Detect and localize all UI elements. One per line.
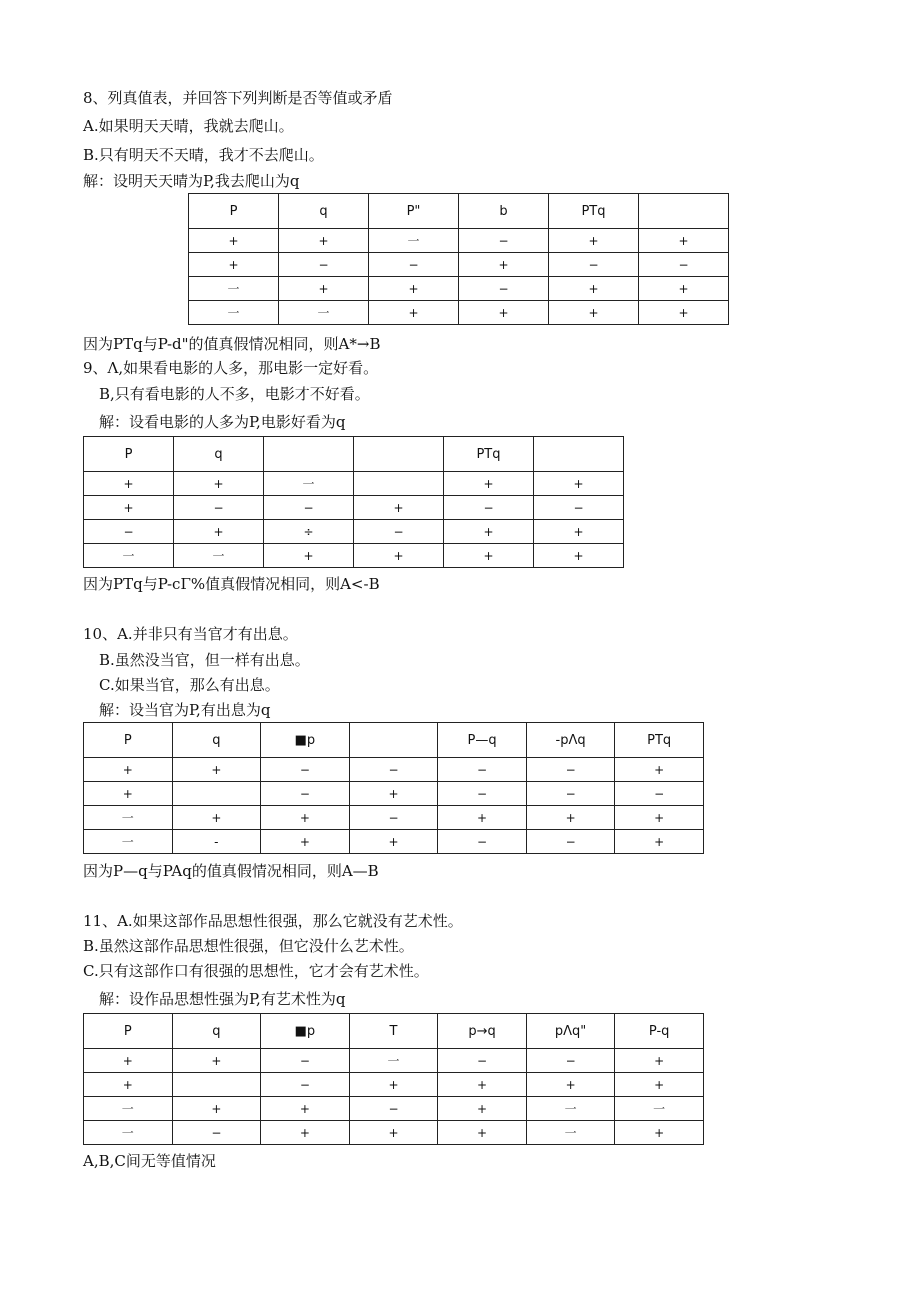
table-cell: + <box>549 277 639 301</box>
table-cell: − <box>459 229 549 253</box>
q10-statement-c: C.如果当官，那么有出息。 <box>99 676 280 694</box>
q9-truth-table <box>83 436 624 568</box>
table-cell: + <box>444 520 534 544</box>
header-cell: pΛq" <box>526 1014 615 1049</box>
header-cell: P <box>84 437 174 472</box>
table-row <box>84 1049 704 1073</box>
header-cell: PTq <box>444 437 534 472</box>
header-cell: P-q <box>615 1014 704 1049</box>
table-cell: − <box>349 806 438 830</box>
header-cell: -pΛq <box>526 723 615 758</box>
table-cell: + <box>264 544 354 568</box>
table-cell: + <box>549 229 639 253</box>
table-row <box>189 277 729 301</box>
table-cell: − <box>438 830 527 854</box>
table-cell: + <box>189 253 279 277</box>
table-cell: + <box>172 1097 261 1121</box>
header-cell: T <box>349 1014 438 1049</box>
table-cell: + <box>354 544 444 568</box>
table-row <box>84 496 624 520</box>
table-cell: + <box>172 758 261 782</box>
table-cell: − <box>534 496 624 520</box>
table-cell: + <box>369 277 459 301</box>
table-cell: − <box>615 782 704 806</box>
table-cell: + <box>459 253 549 277</box>
table-cell: − <box>261 1073 350 1097</box>
header-cell <box>639 194 729 229</box>
table-row <box>84 520 624 544</box>
table-cell: 一 <box>189 301 279 325</box>
table-cell: − <box>264 496 354 520</box>
header-cell: P <box>84 1014 173 1049</box>
table-cell: + <box>261 1121 350 1145</box>
table-cell: − <box>369 253 459 277</box>
table-cell: + <box>615 806 704 830</box>
table-cell: − <box>279 253 369 277</box>
table-cell: + <box>349 1121 438 1145</box>
table-cell: + <box>84 1049 173 1073</box>
table-row <box>189 253 729 277</box>
header-cell: PTq <box>615 723 704 758</box>
table-cell: − <box>549 253 639 277</box>
q8-statement-a: A.如果明天天晴，我就去爬山。 <box>83 117 294 135</box>
header-cell: ■p <box>261 723 350 758</box>
table-cell: 一 <box>84 544 174 568</box>
q11-conclusion: A,B,C间无等值情况 <box>83 1152 216 1170</box>
table-cell: − <box>526 1049 615 1073</box>
table-cell: + <box>549 301 639 325</box>
table-row <box>189 301 729 325</box>
table-cell: + <box>615 1073 704 1097</box>
table-cell: + <box>84 472 174 496</box>
table-cell: 一 <box>84 1121 173 1145</box>
table-row <box>84 782 704 806</box>
table-cell: − <box>349 758 438 782</box>
q8-solution: 解：设明天天晴为P,我去爬山为q <box>83 172 300 190</box>
table-cell: − <box>639 253 729 277</box>
table-cell <box>354 472 444 496</box>
table-cell: 一 <box>174 544 264 568</box>
table-row <box>84 472 624 496</box>
table-cell: + <box>438 806 527 830</box>
table-cell: + <box>526 1073 615 1097</box>
table-cell: + <box>639 229 729 253</box>
q10-truth-table <box>83 722 704 854</box>
table-cell: + <box>279 229 369 253</box>
table-cell: − <box>261 1049 350 1073</box>
table-cell: + <box>279 277 369 301</box>
table-cell: + <box>526 806 615 830</box>
table-cell: − <box>174 496 264 520</box>
q8-title: 8、列真值表，并回答下列判断是否等值或矛盾 <box>83 89 393 107</box>
table-row <box>84 758 704 782</box>
table-cell: 一 <box>615 1097 704 1121</box>
table-cell: − <box>261 758 350 782</box>
table-cell: 一 <box>369 229 459 253</box>
table-cell: ÷ <box>264 520 354 544</box>
table-cell: + <box>534 472 624 496</box>
table-cell: + <box>615 758 704 782</box>
table-cell: + <box>84 496 174 520</box>
table-cell: 一 <box>279 301 369 325</box>
table-cell: − <box>444 496 534 520</box>
header-cell: P" <box>369 194 459 229</box>
table-cell: − <box>438 1049 527 1073</box>
header-cell <box>354 437 444 472</box>
header-cell <box>349 723 438 758</box>
table-cell: − <box>438 758 527 782</box>
table-cell: 一 <box>526 1121 615 1145</box>
table-cell: 一 <box>84 830 173 854</box>
table-cell: − <box>261 782 350 806</box>
q8-statement-b: B.只有明天不天晴，我才不去爬山。 <box>83 146 324 164</box>
table-cell: + <box>174 472 264 496</box>
table-cell: 一 <box>84 806 173 830</box>
table-cell: + <box>444 472 534 496</box>
table-row <box>84 1073 704 1097</box>
q11-statement-a: 11、A.如果这部作品思想性很强，那么它就没有艺术性。 <box>83 912 463 930</box>
table-cell: + <box>369 301 459 325</box>
table-cell: + <box>189 229 279 253</box>
header-cell: P <box>189 194 279 229</box>
table-row <box>84 1097 704 1121</box>
q11-statement-c: C.只有这部作口有很强的思想性，它才会有艺术性。 <box>83 962 429 980</box>
table-cell: 一 <box>349 1049 438 1073</box>
header-cell: PTq <box>549 194 639 229</box>
q10-statement-b: B.虽然没当官，但一样有出息。 <box>99 651 310 669</box>
table-cell <box>172 782 261 806</box>
q10-solution: 解：设当官为P,有出息为q <box>99 701 271 719</box>
table-cell: + <box>354 496 444 520</box>
q9-statement-a: 9、Λ,如果看电影的人多，那电影一定好看。 <box>83 359 379 377</box>
table-row <box>84 806 704 830</box>
q9-conclusion: 因为PTq与P-cΓ%值真假情况相同，则A<-B <box>83 575 380 593</box>
header-cell <box>264 437 354 472</box>
header-cell: P <box>84 723 173 758</box>
table-cell: − <box>438 782 527 806</box>
table-row <box>84 1121 704 1145</box>
table-cell: + <box>84 1073 173 1097</box>
q11-solution: 解：设作品思想性强为P,有艺术性为q <box>99 990 346 1008</box>
table-cell: + <box>84 758 173 782</box>
table-cell: 一 <box>526 1097 615 1121</box>
table-row <box>84 830 704 854</box>
header-cell: ■p <box>261 1014 350 1049</box>
table-cell: + <box>349 1073 438 1097</box>
q8-truth-table <box>188 193 729 325</box>
table-cell: 一 <box>84 1097 173 1121</box>
table-cell: − <box>526 758 615 782</box>
header-cell: p→q <box>438 1014 527 1049</box>
table-cell: + <box>349 830 438 854</box>
header-cell: q <box>172 723 261 758</box>
table-cell: + <box>172 806 261 830</box>
table-header-row <box>84 437 624 472</box>
q9-solution: 解：设看电影的人多为P,电影好看为q <box>99 413 346 431</box>
table-row <box>84 544 624 568</box>
table-cell: + <box>172 1049 261 1073</box>
table-cell: − <box>354 520 444 544</box>
table-cell: − <box>526 782 615 806</box>
table-cell: + <box>261 830 350 854</box>
table-cell: + <box>615 1121 704 1145</box>
table-cell: + <box>444 544 534 568</box>
table-cell: + <box>459 301 549 325</box>
table-cell: 一 <box>264 472 354 496</box>
q10-statement-a: 10、A.并非只有当官才有出息。 <box>83 625 298 643</box>
table-header-row <box>84 723 704 758</box>
table-row <box>189 229 729 253</box>
table-cell: + <box>438 1097 527 1121</box>
table-cell: + <box>261 806 350 830</box>
table-cell: + <box>349 782 438 806</box>
table-cell: + <box>639 301 729 325</box>
table-cell: − <box>459 277 549 301</box>
header-cell: b <box>459 194 549 229</box>
header-cell: q <box>172 1014 261 1049</box>
q11-truth-table <box>83 1013 704 1145</box>
header-cell <box>534 437 624 472</box>
table-cell: + <box>438 1073 527 1097</box>
table-cell: + <box>261 1097 350 1121</box>
q8-conclusion: 因为PTq与P-d"的值真假情况相同，则A*→B <box>83 335 381 353</box>
q10-conclusion: 因为P—q与PAq的值真假情况相同，则A—B <box>83 862 379 880</box>
table-cell: + <box>615 830 704 854</box>
table-cell: + <box>84 782 173 806</box>
table-cell: + <box>534 520 624 544</box>
table-cell: + <box>639 277 729 301</box>
table-cell: − <box>526 830 615 854</box>
table-cell: + <box>615 1049 704 1073</box>
table-cell: − <box>349 1097 438 1121</box>
q11-statement-b: B.虽然这部作品思想性很强，但它没什么艺术性。 <box>83 937 414 955</box>
header-cell: q <box>279 194 369 229</box>
table-cell: − <box>172 1121 261 1145</box>
table-header-row <box>189 194 729 229</box>
header-cell: q <box>174 437 264 472</box>
table-cell: 一 <box>189 277 279 301</box>
table-cell: + <box>534 544 624 568</box>
table-header-row <box>84 1014 704 1049</box>
table-cell: − <box>84 520 174 544</box>
table-cell: + <box>174 520 264 544</box>
table-cell: - <box>172 830 261 854</box>
table-cell: + <box>438 1121 527 1145</box>
header-cell: P—q <box>438 723 527 758</box>
table-cell <box>172 1073 261 1097</box>
q9-statement-b: B,只有看电影的人不多，电影才不好看。 <box>99 385 370 403</box>
